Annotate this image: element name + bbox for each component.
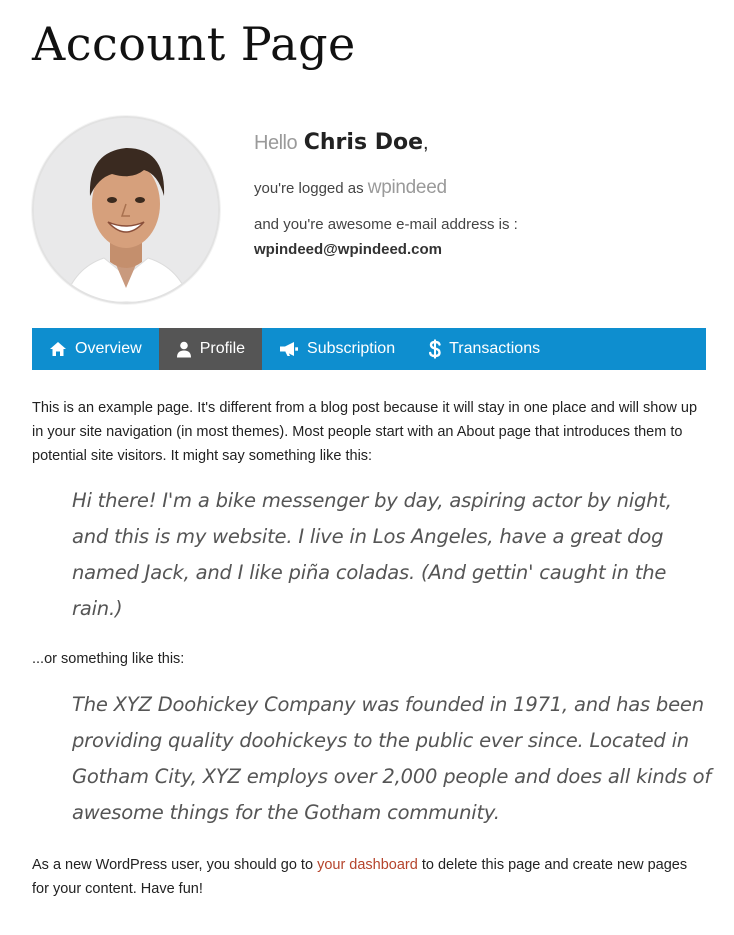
intro-paragraph: This is an example page. It's different from a blog post because it will stay in one place and will show up in your site navigation (in most themes). Most people start with an About page that introduces them to potential site visitors. It might say something like this: (32, 400, 698, 464)
or-paragraph: ...or something like this: (32, 651, 185, 667)
tab-overview[interactable] (32, 328, 159, 370)
dollar-icon (429, 339, 441, 359)
logged-as-prefix: you're logged as (254, 180, 368, 197)
quote-bike-messenger: Hi there! I'm a bike messenger by day, aspiring actor by night, and this is my website. I live in Los Angeles, have a great dog named Jack, and I like piña coladas. (And gettin' caught in the rain.) (72, 489, 672, 620)
page-title: Account Page (32, 17, 356, 71)
tab-subscription[interactable] (262, 328, 412, 370)
logged-as-line (254, 176, 447, 201)
account-tabs (32, 328, 706, 370)
page-content (32, 396, 712, 901)
greeting-comma: , (423, 132, 429, 154)
email-address: wpindeed@wpindeed.com (254, 241, 442, 258)
dashboard-link[interactable]: your dashboard (317, 857, 418, 873)
tab-transactions-label: Transactions (449, 340, 541, 357)
greeting (254, 126, 429, 159)
megaphone-icon (279, 341, 299, 357)
quote-doohickey: The XYZ Doohickey Company was founded in 1971, and has been providing quality doohickeys to the public ever since. Located in Gotham City, XYZ employs over 2,000 people and does all kinds of awesome things for the Gotham community. (72, 693, 712, 824)
user-name: Chris Doe (303, 130, 423, 155)
hello-text: Hello (254, 132, 298, 154)
tab-overview-label: Overview (75, 340, 142, 357)
avatar (32, 116, 220, 304)
avatar-photo (34, 118, 218, 302)
tab-transactions[interactable] (412, 328, 557, 370)
tab-profile-label: Profile (199, 340, 246, 357)
user-icon (176, 341, 192, 358)
username: wpindeed (367, 177, 447, 198)
home-icon (49, 341, 67, 357)
outro-suffix: to delete this page and create new pages for your content. Have fun! (32, 857, 688, 897)
tab-subscription-label: Subscription (307, 340, 396, 357)
tab-profile[interactable] (159, 328, 262, 370)
outro-prefix: As a new WordPress user, you should go to (32, 857, 318, 873)
outro-paragraph (32, 853, 706, 901)
email-intro: and you're awesome e-mail address is : (254, 216, 518, 233)
